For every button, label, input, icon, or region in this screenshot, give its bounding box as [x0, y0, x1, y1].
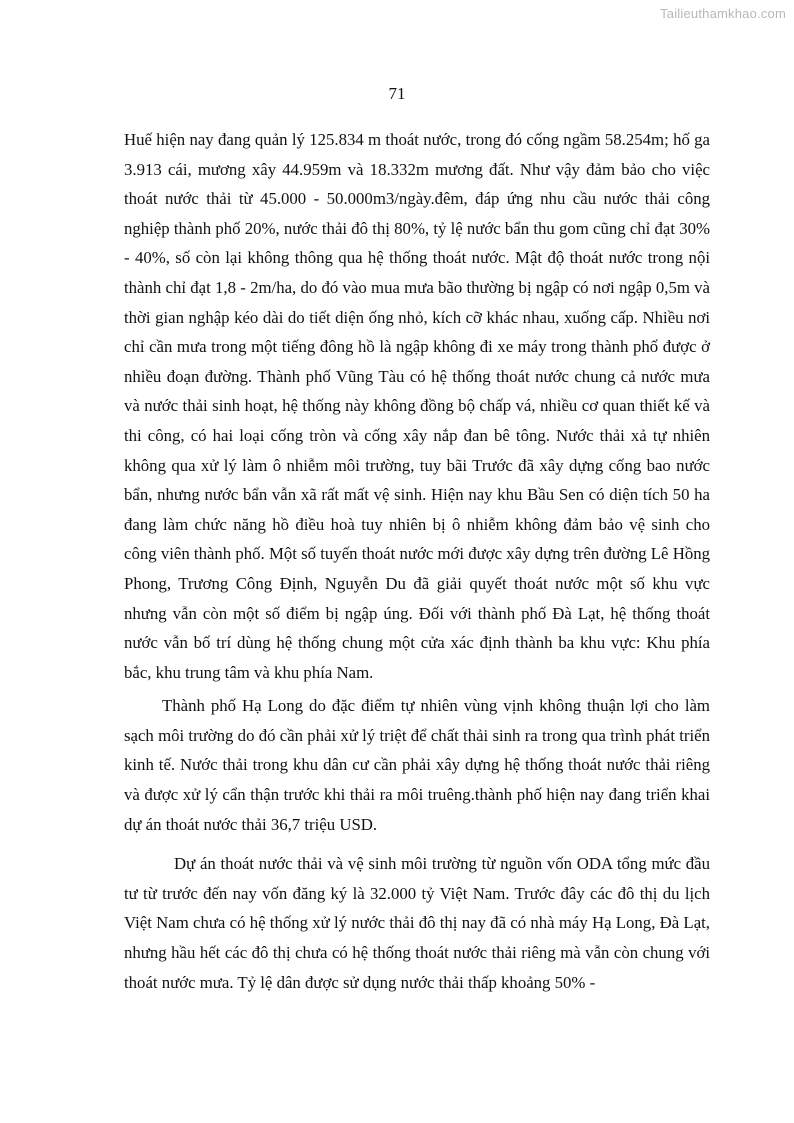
paragraph-3: Dự án thoát nước thải và vệ sinh môi trường từ nguồn vốn ODA tổng mức đầu tư từ trước đến nay vốn đăng ký là 32.000 tỷ Việt Nam. Trước đây các đô thị du lịch Việt Nam chưa có hệ thống xử lý nước thải đô thị nay đã có nhà máy Hạ Long, Đà Lạt, nhưng hầu hết các đô thị chưa có hệ thống thoát nước thải riêng mà vẫn còn chung với thoát nước mưa. Tỷ lệ dân được sử dụng nước thải thấp khoảng 50% - — [124, 854, 710, 992]
watermark: Tailieuthamkhao.com — [660, 6, 786, 21]
paragraph-2: Thành phố Hạ Long do đặc điểm tự nhiên vùng vịnh không thuận lợi cho làm sạch môi trường do đó cần phải xử lý triệt để chất thải sinh ra trong qua trình phát triển kinh tế. Nước thải trong khu dân cư cần phải xây dựng hệ thống thoát nước thải riêng và được xử lý cẩn thận trước khi thải ra môi truêng.thành phố hiện nay đang triển khai dự án thoát nước thải 36,7 triệu USD. — [124, 696, 710, 834]
paragraph-1: Huế hiện nay đang quản lý 125.834 m thoát nước, trong đó cống ngầm 58.254m; hố ga 3.913 cái, mương xây 44.959m và 18.332m mương đất. Như vậy đảm bảo cho việc thoát nước thải từ 45.000 - 50.000m3/ngày.đêm, đáp ứng nhu cầu nước thải công nghiệp thành phố 20%, nước thải đô thị 80%, tỷ lệ nước bẩn thu gom cũng chỉ đạt 30% - 40%, số còn lại không thông qua hệ thống thoát nước. Mật độ thoát nước trong nội thành chỉ đạt 1,8 - 2m/ha, do đó vào mua mưa bão thường bị ngập có nơi ngập 0,5m và thời gian nghập kéo dài do tiết diện ống nhỏ, kích cỡ khác nhau, xuống cấp. Nhiều nơi chỉ cần mưa trong một tiếng đông hồ là ngập không đi xe máy trong thành phố được ở nhiều đoạn đường. Thành phố Vũng Tàu có hệ thống thoát nước chung cả nước mưa và nước thải sinh hoạt, hệ thống này không đồng bộ chấp vá, nhiều cơ quan thiết kế và thi công, có hai loại cống tròn và cống xây nắp đan bê tông. Nước thải xả tự nhiên không qua xử lý làm ô nhiễm môi trường, tuy bãi Trước đã xây dựng cống bao nước bẩn, nhưng nước bẩn vẫn xã rất mất vệ sinh. Hiện nay khu Bầu Sen có diện tích 50 ha đang làm chức năng hồ điều hoà tuy nhiên bị ô nhiễm không đảm bảo vệ sinh cho công viên thành phố. Một số tuyến thoát nước mới được xây dựng trên đường Lê Hồng Phong, Trương Công Định, Nguyễn Du đã giải quyết thoát nước một số khu vực nhưng vẫn còn một số điểm bị ngập úng. Đối với thành phố Đà Lạt, hệ thống thoát nước vẫn bố trí dùng hệ thống chung một cửa xác định thành ba khu vực: Khu phía bắc, khu trung tâm và khu phía Nam. — [124, 130, 710, 682]
page-number: 71 — [388, 84, 406, 103]
document-body — [124, 125, 710, 997]
